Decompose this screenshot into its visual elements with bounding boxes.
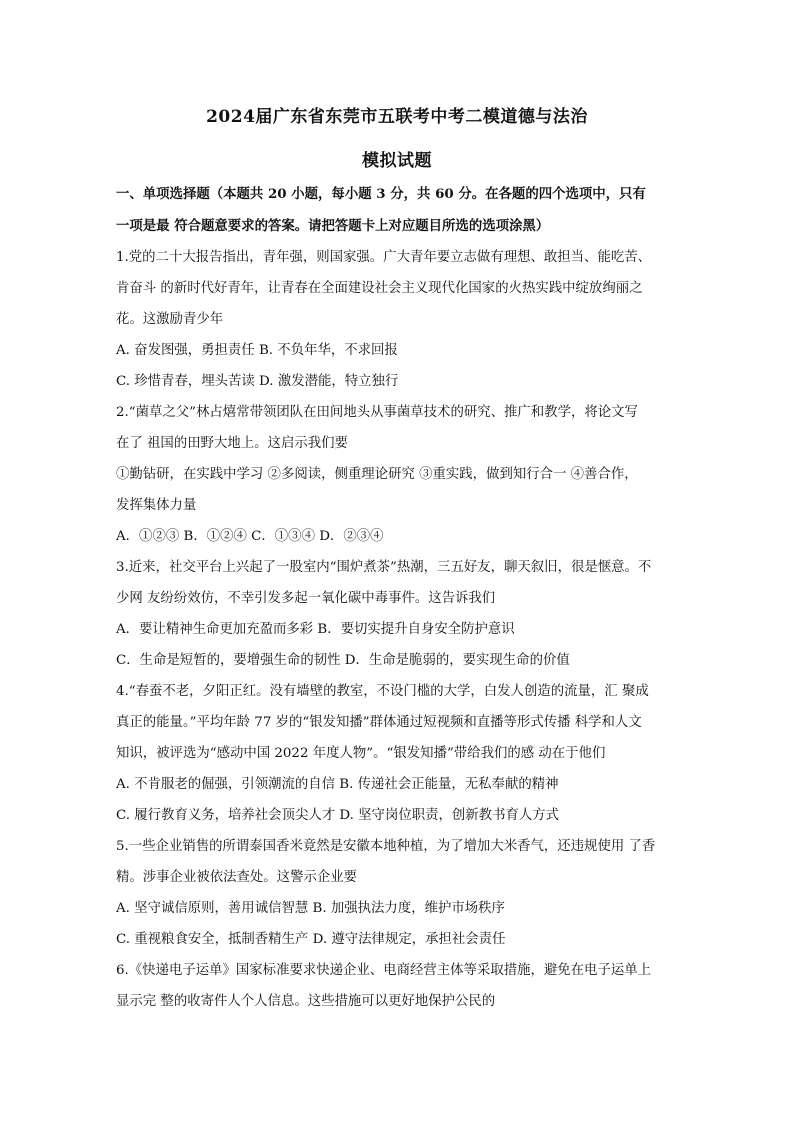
option-line: A. 奋发图强，勇担责任 B. 不负年华，不求回报 — [116, 343, 398, 358]
question-text-line: 知识，被评选为“感动中国 2022 年度人物”。“银发知播”带给我们的感 动在于他们 — [116, 746, 606, 761]
question-text-line: 3.近来，社交平台上兴起了一股室内“围炉煮茶”热潮，三五好友，聊天叙旧，很是惬意。不 — [116, 560, 652, 575]
option-line: A. 不肯服老的倔强，引领潮流的自信 B. 传递社会正能量，无私奉献的精神 — [116, 777, 559, 792]
question-text-line: 1.党的二十大报告指出，青年强，则国家强。广大青年要立志做有理想、敢担当、能吃苦、 — [116, 250, 652, 265]
question-text-line: 花。这激励青少年 — [116, 312, 224, 327]
question-text-line: 6.《快递电子运单》国家标准要求快递企业、电商经营主体等采取措施，避免在电子运单上 — [116, 963, 652, 978]
doc-title-line1: 2024届广东省东莞市五联考中考二模道德与法治 — [206, 107, 588, 127]
option-line: C．生命是短暂的，要增强生命的韧性 D．生命是脆弱的，要实现生命的价值 — [116, 653, 570, 668]
section-heading-line: 一项是最 符合题意要求的答案。请把答题卡上对应题目所选的选项涂黑） — [116, 218, 550, 234]
doc-title-line2: 模拟试题 — [362, 151, 432, 171]
option-line: A．①②③ B．①②④ C．①③④ D．②③④ — [116, 529, 384, 544]
question-text-line: 5.一些企业销售的所谓泰国香米竟然是安徽本地种植，为了增加大米香气，还违规使用 了香 — [116, 839, 656, 854]
option-line: C. 履行教育义务，培养社会顶尖人才 D. 坚守岗位职责，创新教书育人方式 — [116, 808, 560, 823]
option-line: A. 坚守诚信原则，善用诚信智慧 B. 加强执法力度，维护市场秩序 — [116, 901, 505, 916]
question-text-line: 真正的能量。”平均年龄 77 岁的“银发知播”群体通过短视频和直播等形式传播 科学和人文 — [116, 715, 642, 730]
question-text-line: 少网 友纷纷效仿，不幸引发多起一氧化碳中毒事件。这告诉我们 — [116, 591, 496, 606]
question-text-line: 显示完 整的收寄件人个人信息。这些措施可以更好地保护公民的 — [116, 994, 496, 1009]
option-line: A．要让精神生命更加充盈而多彩 B．要切实提升自身安全防护意识 — [116, 622, 515, 637]
statement-line: 发挥集体力量 — [116, 498, 197, 513]
option-line: C. 重视粮食安全，抵制香精生产 D. 遵守法律规定，承担社会责任 — [116, 932, 506, 947]
statement-line: ①勤钻研，在实践中学习 ②多阅读，侧重理论研究 ③重实践，做到知行合一 ④善合作， — [116, 467, 638, 482]
question-text-line: 4.“春蚕不老，夕阳正红。没有墙壁的教室，不设门槛的大学，白发人创造的流量，汇 聚成 — [116, 684, 649, 699]
section-heading-line: 一、单项选择题（本题共 20 小题，每小题 3 分，共 60 分。在各题的四个选项中，只有 — [116, 186, 646, 202]
question-text-line: 2.“菌草之父”林占熺常带领团队在田间地头从事菌草技术的研究、推广和教学，将论文写 — [116, 405, 638, 420]
question-text-line: 肯奋斗 的新时代好青年，让青春在全面建设社会主义现代化国家的火热实践中绽放绚丽之 — [116, 281, 643, 296]
question-text-line: 在了 祖国的田野大地上。这启示我们要 — [116, 436, 348, 451]
option-line: C. 珍惜青春，埋头苦读 D. 激发潜能，特立独行 — [116, 374, 399, 389]
question-text-line: 精。涉事企业被依法查处。这警示企业要 — [116, 870, 358, 885]
